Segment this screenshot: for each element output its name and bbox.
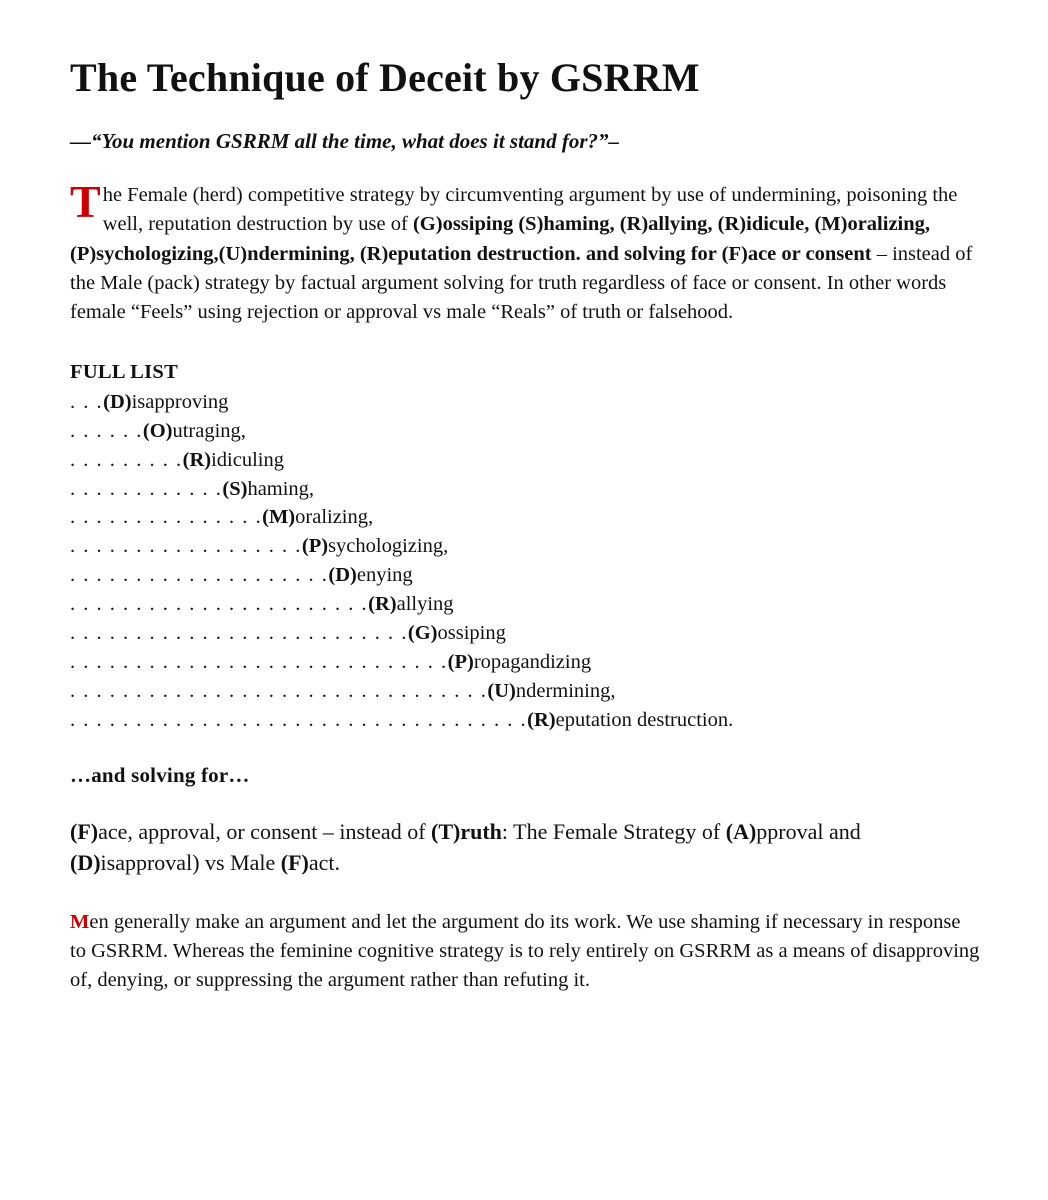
list-item-letter: (D) xyxy=(103,390,132,413)
list-item-letter: (M) xyxy=(262,506,296,529)
list-item-label: haming, xyxy=(247,477,315,500)
lead-bold-acronyms: (G)ossiping (S)haming, (R)allying, (R)idicule, (M)oralizing, (P)sychologizing,(U)ndermining, (R)eputation destruction. and solving for (F)ace or consent xyxy=(70,213,931,265)
list-item-label: eputation destruction. xyxy=(555,708,734,731)
list-item-letter: (P) xyxy=(447,650,474,673)
full-list-heading: FULL LIST xyxy=(70,360,179,383)
face-letter-f2: (F) xyxy=(280,849,309,875)
list-item xyxy=(70,417,980,446)
list-item-label: ossiping xyxy=(437,621,506,644)
full-list xyxy=(70,388,980,735)
list-item-label: allying xyxy=(396,593,454,616)
face-letter-d: (D) xyxy=(70,849,101,875)
face-text-1: ace, approval, or consent – instead of xyxy=(98,818,432,844)
leader-dots: . . . . . . . . . . . . . . . . . . . . . . . . . . . . . . . . xyxy=(70,679,488,702)
face-text-4: isapproval) vs Male xyxy=(100,849,281,875)
solving-for-heading: …and solving for… xyxy=(70,762,250,787)
face-text-2: : The Female Strategy of xyxy=(501,818,726,844)
list-item xyxy=(70,503,980,532)
list-item-letter: (G) xyxy=(407,621,438,644)
leader-dots: . . . . . . . . . . . . . . . xyxy=(70,506,263,529)
list-item xyxy=(70,388,980,417)
leader-dots: . . . . . . . . . . . . . . . . . . . . xyxy=(70,564,329,587)
list-item xyxy=(70,677,980,706)
list-item-label: oralizing, xyxy=(295,506,374,529)
list-item-letter: (R) xyxy=(368,593,397,616)
list-item-letter: (O) xyxy=(142,419,173,442)
list-item-label: ndermining, xyxy=(515,679,616,702)
leader-dots: . . . . . . . . . . . . . . . . . . . . . . . . . . . . . xyxy=(70,650,448,673)
list-item xyxy=(70,561,980,590)
list-item-label: enying xyxy=(356,564,413,587)
list-item-label: isapproving xyxy=(131,390,229,413)
leader-dots: . . . . . . . . . . . . . . . . . . . . . . . xyxy=(70,593,369,616)
face-text-3: pproval and xyxy=(756,818,861,844)
list-item xyxy=(70,446,980,475)
list-item xyxy=(70,619,980,648)
lead-part-1: he Female (herd) competitive strategy by circumventing argument by use of undermining, poisoning the well, reputation destruction by use of xyxy=(102,184,958,236)
list-item-label: ropagandizing xyxy=(473,650,592,673)
list-item-letter: (U) xyxy=(487,679,516,702)
list-item xyxy=(70,532,980,561)
list-item-letter: (R) xyxy=(527,708,556,731)
leader-dots: . . . . . . . . . . . . . . . . . . . . . . . . . . xyxy=(70,621,408,644)
leader-dots: . . . xyxy=(70,390,104,413)
list-item-label: utraging, xyxy=(172,419,246,442)
leader-dots: . . . . . . . . . . . . . . . . . . xyxy=(70,535,302,558)
list-item-letter: (D) xyxy=(328,564,357,587)
list-item-label: sychologizing, xyxy=(328,535,449,558)
face-letter-f: (F) xyxy=(70,818,99,844)
leader-dots: . . . . . . . . . . . . xyxy=(70,477,223,500)
list-item xyxy=(70,475,980,504)
list-item xyxy=(70,648,980,677)
epigraph: —“You mention GSRRM all the time, what does it stand for?”– xyxy=(70,129,620,153)
leader-dots: . . . . . . xyxy=(70,419,143,442)
lead-paragraph xyxy=(70,176,980,327)
page-title: The Technique of Deceit by GSRRM xyxy=(70,55,700,100)
men-initial-cap: M xyxy=(70,911,90,933)
leader-dots: . . . . . . . . . xyxy=(70,448,183,471)
men-paragraph xyxy=(70,908,980,995)
men-text: en generally make an argument and let the argument do its work. We use shaming if necessary in response to GSRRM. Whereas the feminine cognitive strategy is to rely entirely on GSRRM as a means of disapproving of, denying, or suppressing the argument rather than refuting it. xyxy=(70,911,980,992)
face-letter-t: (T)ruth xyxy=(431,818,502,844)
face-text-5: act. xyxy=(308,849,341,875)
list-item-letter: (P) xyxy=(301,535,329,558)
drop-cap: T xyxy=(70,176,101,228)
leader-dots: . . . . . . . . . . . . . . . . . . . . . . . . . . . . . . . . . . . xyxy=(70,708,528,731)
lead-part-2: – instead of the Male (pack) strategy by factual argument solving for truth regardless of face or consent. In other words female “Feels” using rejection or approval vs male “Reals” of truth or falsehood. xyxy=(70,242,973,323)
face-paragraph xyxy=(70,816,980,878)
list-item-label: idiculing xyxy=(211,448,284,471)
list-item-letter: (S) xyxy=(222,477,248,500)
list-item xyxy=(70,590,980,619)
face-letter-a: (A) xyxy=(725,818,757,844)
list-item-letter: (R) xyxy=(182,448,212,471)
list-item xyxy=(70,706,980,735)
